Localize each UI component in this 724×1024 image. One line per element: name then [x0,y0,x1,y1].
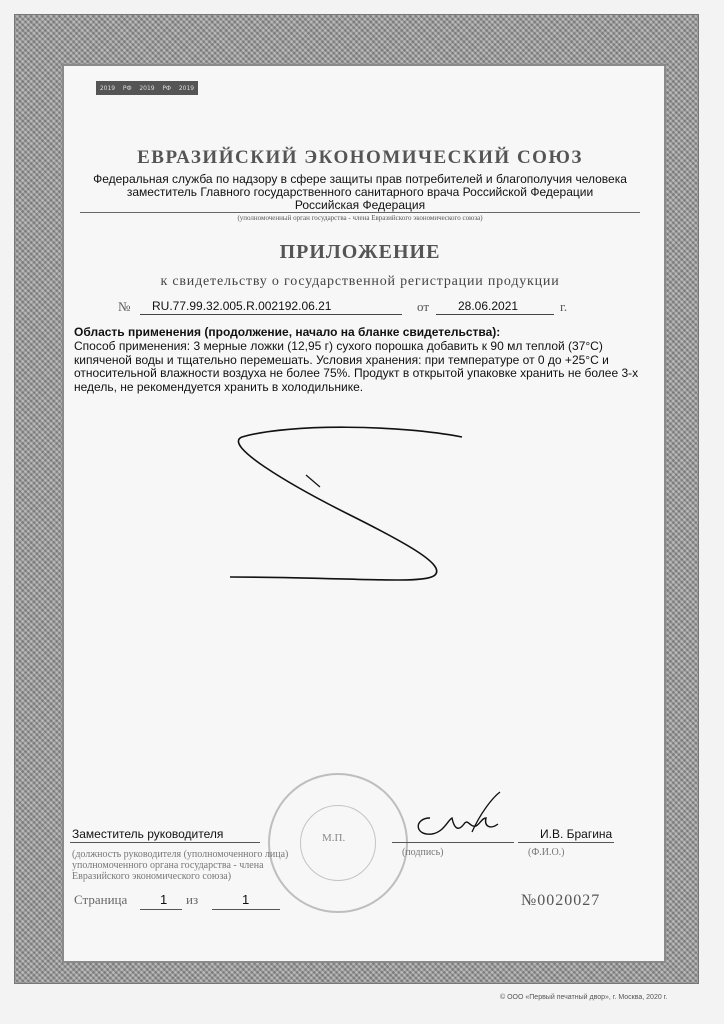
name-line [518,842,614,843]
registration-number: RU.77.99.32.005.R.002192.06.21 [152,299,332,313]
stamp-label: М.П. [322,832,346,844]
signer-position: Заместитель руководителя [72,827,224,841]
scope-title: Область применения (продолжение, начало на бланке свидетельства): [74,325,501,339]
signature-line [392,842,514,843]
signature-caption: (подпись) [402,847,444,858]
registration-date-line [436,314,554,315]
microtext-item: 2019 [139,84,155,92]
date-label: от [417,299,430,314]
page-total-line [212,909,280,910]
agency-line: Федеральная служба по надзору в сфере защиты прав потребителей и благополучия человека [93,172,627,186]
agency-caption: (уполномоченный орган государства - члена Евразийского экономического союза) [80,212,640,222]
scope-text: Способ применения: 3 мерные ложки (12,95 г) сухого порошка добавить к 90 мл теплой (37°С) кипяченой воды и тщательно перемешать. Условия хранения: при температуре от 0 до +25°С и относительной влажности воздуха не более 75%. Продукт в открытой упаковке хранить не более 3-х недель, не рекомендуется хранить в холодильнике. [74,339,639,394]
page-label: Страница [74,892,128,907]
position-caption: (должность руководителя (уполномоченного лица) уполномоченного органа государства - члена Евразийского экономического союза) [72,849,289,882]
number-symbol: № [118,299,131,314]
year-suffix: г. [560,299,568,314]
z-strike-line [230,425,480,595]
appendix-subtitle: к свидетельству о государственной регистрации продукции [160,274,560,289]
signer-name: И.В. Брагина [540,827,613,841]
appendix-title: ПРИЛОЖЕНИЕ [279,241,441,263]
registration-date: 28.06.2021 [458,299,519,313]
serial-number: №0020027 [521,892,601,909]
page-current: 1 [160,892,168,907]
registration-number-line [140,314,402,315]
microtext-item: 2019 [178,84,195,92]
microtext-item: РФ [162,84,172,92]
microtext-strip [96,81,198,95]
page-current-line [140,909,182,910]
microtext-item: РФ [122,84,132,92]
agency-block [80,173,640,212]
agency-line: заместитель Главного государственного санитарного врача Российской Федерации [126,185,594,199]
handwritten-signature [408,788,518,848]
union-title: ЕВРАЗИЙСКИЙ ЭКОНОМИЧЕСКИЙ СОЮЗ [137,147,583,168]
position-line [70,842,260,843]
name-caption: (Ф.И.О.) [528,847,565,858]
printer-credit: © ООО «Первый печатный двор», г. Москва, 2020 г. [500,994,668,1001]
agency-line: Российская Федерация [294,198,426,212]
page-total: 1 [242,892,250,907]
microtext-item: 2019 [99,84,116,92]
page-of-label: из [186,892,199,907]
